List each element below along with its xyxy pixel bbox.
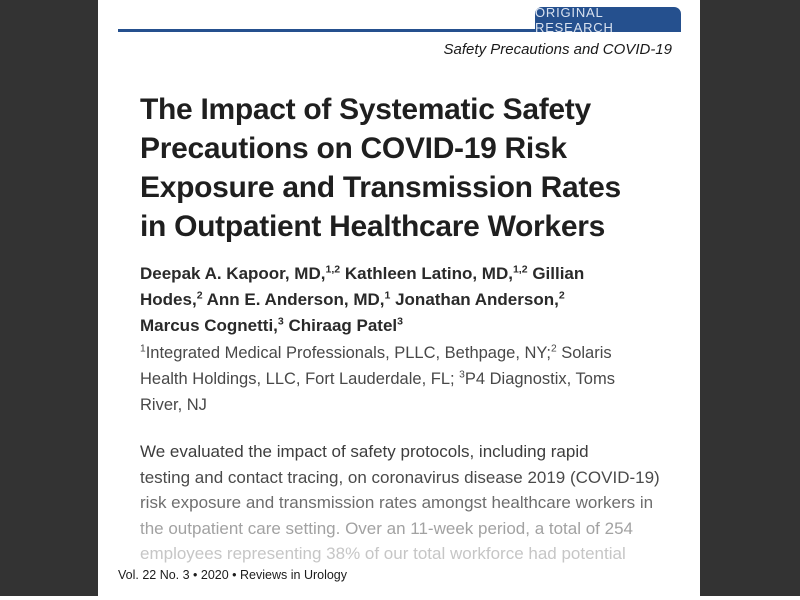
badge-label: ORIGINAL RESEARCH [535,4,614,35]
author-line: Marcus Cognetti,$^3$ Chiraag Patel$^3$ [140,315,403,335]
affiliations [140,340,680,418]
author-line: Deepak A. Kapoor, MD,$^{1,2}$ Kathleen Latino, MD,$^{1,2}$ Gillian [140,263,585,283]
abstract-line: testing and contact tracing, on coronavirus disease 2019 (COVID-19) [140,467,660,487]
affiliation-line: Health Holdings, LLC, Fort Lauderdale, FL; $^3$P4 Diagnostix, Toms [140,369,615,388]
abstract-paragraph [140,439,688,567]
affiliation-line: $^1$Integrated Medical Professionals, PLLC, Bethpage, NY;$^2$ Solaris [140,343,612,362]
title-line: in Outpatient Healthcare Workers [140,210,605,243]
abstract-line: risk exposure and transmission rates amongst healthcare workers in [140,493,654,512]
title-line: Precautions on COVID-19 Risk [140,132,567,165]
article-title [140,90,680,246]
abstract-line: employees representing 38% of our total workforce had potential [140,544,626,563]
author-line: Hodes,$^2$ Ann E. Anderson, MD,$^1$ Jonathan Anderson,$^2$ [140,289,565,309]
abstract-line: the outpatient care setting. Over an 11-week period, a total of 254 [140,518,633,538]
author-list [140,261,680,339]
journal-footer: Vol. 22 No. 3 • 2020 • Reviews in Urology [118,568,348,582]
title-line: Exposure and Transmission Rates [140,171,621,204]
abstract-line: We evaluated the impact of safety protocols, including rapid [140,442,589,461]
affiliation-line: River, NJ [140,396,207,414]
title-line: The Impact of Systematic Safety [140,93,591,126]
article-page [98,0,700,596]
original-research-badge [535,4,681,35]
running-head: Safety Precautions and COVID-19 [443,41,672,58]
